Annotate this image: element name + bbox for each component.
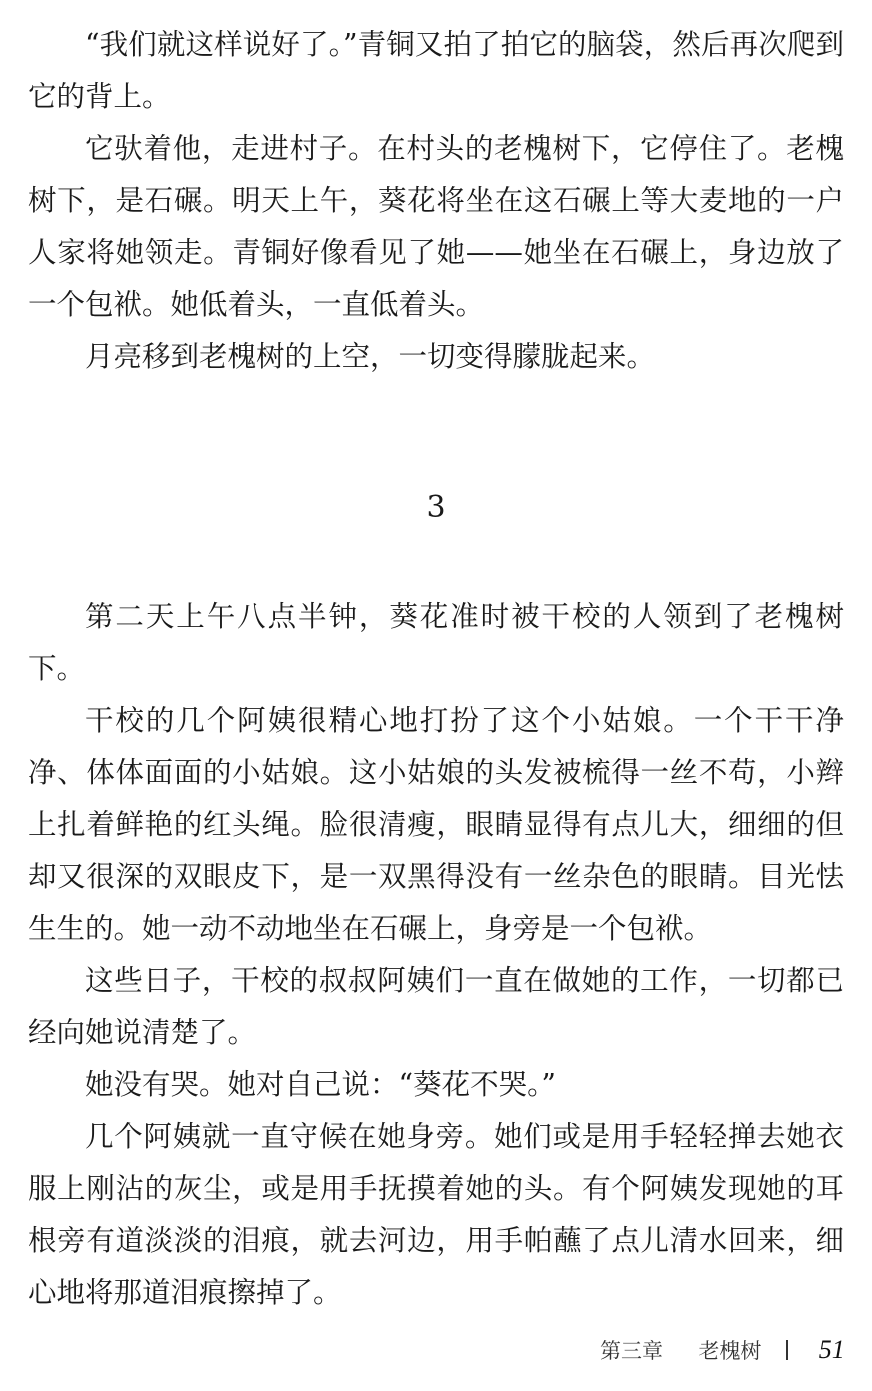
paragraph: 几个阿姨就一直守候在她身旁。她们或是用手轻轻掸去她衣服上刚沾的灰尘，或是用手抚摸着她的头。有个阿姨发现她的耳根旁有道淡淡的泪痕，就去河边，用手帕蘸了点儿清水回来，细心地将那道泪痕擦掉了。 xyxy=(28,1120,844,1309)
paragraph: 这些日子，干校的叔叔阿姨们一直在做她的工作，一切都已经向她说清楚了。 xyxy=(28,964,844,1049)
paragraph: “我们就这样说好了。”青铜又拍了拍它的脑袋，然后再次爬到它的背上。 xyxy=(28,28,844,113)
paragraph: 干校的几个阿姨很精心地打扮了这个小姑娘。一个干干净净、体体面面的小姑娘。这小姑娘的头发被梳得一丝不苟，小辫上扎着鲜艳的红头绳。脸很清瘦，眼睛显得有点儿大，细细的但却又很深的双眼皮下，是一双黑得没有一丝杂色的眼睛。目光怯生生的。她一动不动地坐在石碾上，身旁是一个包袱。 xyxy=(28,704,844,945)
footer-divider xyxy=(786,1340,788,1360)
text-block-bottom xyxy=(28,591,844,1319)
page-footer xyxy=(600,1335,845,1365)
text-block-top xyxy=(28,19,844,383)
page-number: 51 xyxy=(818,1335,845,1364)
section-number: 3 xyxy=(426,490,446,525)
chapter-title: 老槐树 xyxy=(698,1339,762,1363)
paragraph: 它驮着他，走进村子。在村头的老槐树下，它停住了。老槐树下，是石碾。明天上午，葵花将坐在这石碾上等大麦地的一户人家将她领走。青铜好像看见了她——她坐在石碾上，身边放了一个包袱。她低着头，一直低着头。 xyxy=(28,132,844,321)
paragraph: 月亮移到老槐树的上空，一切变得朦胧起来。 xyxy=(85,340,656,373)
paragraph: 第二天上午八点半钟，葵花准时被干校的人领到了老槐树下。 xyxy=(28,600,844,685)
chapter-label: 第三章 xyxy=(600,1339,663,1363)
paragraph: 她没有哭。她对自己说：“葵花不哭。” xyxy=(85,1068,556,1101)
